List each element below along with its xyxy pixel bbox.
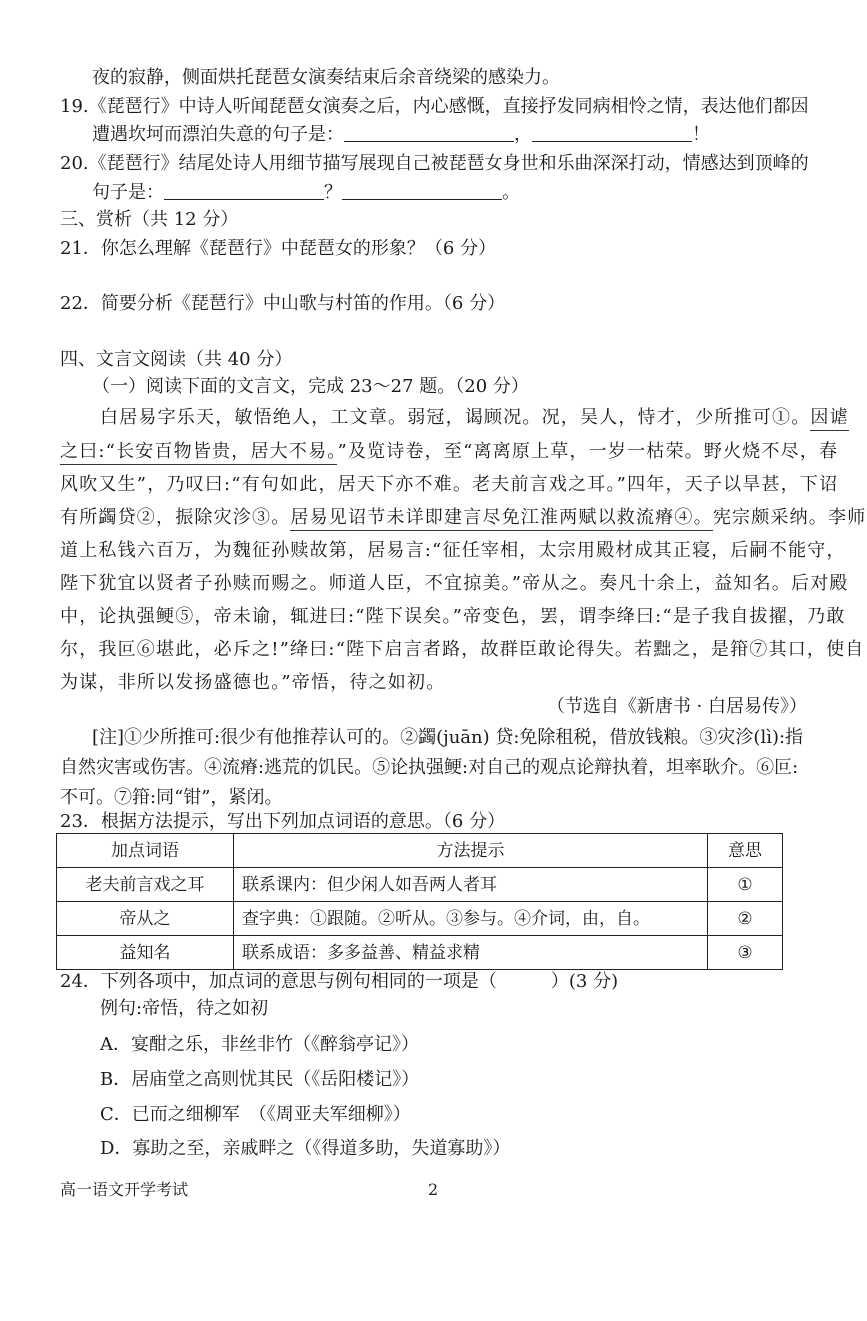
footer-page-number: 2: [428, 1180, 439, 1199]
question-19-line1: 19.《琵琶行》中诗人听闻琵琶女演奏之后，内心感慨，直接抒发同病相怜之情，表达他们都因: [60, 96, 809, 117]
underlined-sentence-1: 因谑: [810, 407, 848, 431]
passage-line-1: [100, 406, 849, 430]
passage-source: （节选自《新唐书 · 白居易传》）: [546, 696, 807, 717]
passage-text: ”及览诗卷，至“离离原上草，一岁一枯荣。野火烧不尽，春: [337, 441, 839, 462]
question-22: 22．简要分析《琵琶行》中山歌与村笛的作用。（6 分）: [60, 293, 506, 314]
q24-option-c[interactable]: C．已而之细柳军 （《周亚夫军细柳》）: [100, 1104, 411, 1125]
underlined-sentence-1-cont: 之曰:“长安百物皆贵，居大不易。: [60, 441, 337, 465]
q19-answer-blank-2[interactable]: [532, 123, 692, 142]
q24-option-d[interactable]: D．寡助之至，亲戚畔之（《得道多助，失道寡助》）: [100, 1138, 511, 1159]
table-header: 方法提示: [234, 834, 708, 868]
q24-option-a[interactable]: A．宴酣之乐，非丝非竹（《醉翁亭记》）: [100, 1034, 419, 1055]
table-row: [57, 936, 783, 970]
table-cell-answer[interactable]: ①: [708, 868, 783, 902]
passage-line-4: [60, 506, 867, 530]
q20-answer-blank-1[interactable]: [164, 181, 324, 200]
q20-answer-blank-2[interactable]: [342, 181, 502, 200]
passage-line-3: 风吹又生”，乃叹曰:“有句如此，居天下亦不难。老夫前言戏之耳。”四年，天子以旱甚，下诏: [60, 474, 839, 495]
q19-end: ！: [692, 124, 710, 145]
q20-question-mark: ？: [324, 182, 342, 203]
vocab-table: [56, 833, 783, 970]
question-21: 21．你怎么理解《琵琶行》中琵琶女的形象？（6 分）: [60, 238, 497, 259]
notes-line-3: 不可。⑦箝:同“钳”，紧闭。: [60, 787, 283, 808]
q24-option-b[interactable]: B．居庙堂之高则忧其民（《岳阳楼记》）: [100, 1069, 420, 1090]
question-23: 23．根据方法提示，写出下列加点词语的意思。（6 分）: [60, 811, 506, 832]
subsection-1-heading: （一）阅读下面的文言文，完成 23～27 题。（20 分）: [92, 376, 529, 397]
question-20-line2: [92, 181, 819, 205]
q20-end: 。: [502, 182, 520, 203]
question-19-line2: [92, 123, 819, 147]
q24-example: 例句:帝悟，待之如初: [100, 998, 269, 1019]
passage-line-6: 陛下犹宜以贤者子孙赎而赐之。师道人臣，不宜掠美。”帝从之。奏凡十余上，益知名。后对殿: [60, 573, 849, 594]
table-cell-answer[interactable]: ③: [708, 936, 783, 970]
table-cell-hint: 联系成语：多多益善、精益求精: [234, 936, 708, 970]
section-4-heading: 四、文言文阅读（共 40 分）: [60, 349, 293, 370]
table-cell-word: 帝从之: [57, 902, 234, 936]
footer-exam-title: 高一语文开学考试: [60, 1180, 189, 1199]
passage-line-2: [60, 440, 839, 464]
notes-line-1: [注]①少所推可:很少有他推荐认可的。②蠲(juān) 贷:免除租税，借放钱粮。③灾沴(lì):指: [92, 727, 804, 748]
q19-comma: ，: [514, 124, 532, 145]
table-cell-word: 老夫前言戏之耳: [57, 868, 234, 902]
table-row: [57, 868, 783, 902]
notes-line-2: 自然灾害或伤害。④流瘠:逃荒的饥民。⑤论执强鲠:对自己的观点论辩执着，坦率耿介。⑥叵:: [60, 757, 799, 778]
underlined-sentence-2: 居易见诏节未详即建言尽免江淮两赋以救流瘠④。: [290, 507, 712, 531]
passage-text: 白居易字乐天，敏悟绝人，工文章。弱冠，谒顾况。况，吴人，恃才，少所推可①。: [100, 407, 811, 428]
question-20-line1: 20.《琵琶行》结尾处诗人用细节描写展现自己被琵琶女身世和乐曲深深打动，情感达到顶峰的: [60, 153, 809, 174]
q19-answer-blank-1[interactable]: [344, 123, 514, 142]
passage-text: 宪宗颇采纳。李师: [712, 507, 867, 528]
passage-line-5: 道上私钱六百万，为魏征孙赎故第，居易言:“征任宰相，太宗用殿材成其正寝，后嗣不能守，: [60, 540, 846, 561]
table-cell-hint: 联系课内：但少闲人如吾两人者耳: [234, 868, 708, 902]
q18-continuation: 夜的寂静，侧面烘托琵琶女演奏结束后余音绕梁的感染力。: [92, 67, 560, 88]
q19-prompt: 遭遇坎坷而漂泊失意的句子是：: [92, 124, 344, 145]
table-cell-word: 益知名: [57, 936, 234, 970]
q20-prompt: 句子是：: [92, 182, 164, 203]
question-24: 24．下列各项中，加点词的意思与例句相同的一项是（ ）(3 分): [60, 971, 619, 992]
passage-text: 有所蠲贷②，振除灾沴③。: [60, 507, 291, 528]
table-cell-hint: 查字典：①跟随。②听从。③参与。④介词，由，自。: [234, 902, 708, 936]
passage-line-7: 中，论执强鲠⑤，帝未谕，辄进曰:“陛下误矣。”帝变色，罢，谓李绛曰:“是子我自拔擢，乃敢: [60, 606, 846, 627]
table-header: 意思: [708, 834, 783, 868]
passage-line-8: 尔，我叵⑥堪此，必斥之!”绛曰:“陛下启言者路，故群臣敢论得失。若黜之，是箝⑦其口，使自: [60, 639, 865, 660]
table-header-row: [57, 834, 783, 868]
table-header: 加点词语: [57, 834, 234, 868]
table-row: [57, 902, 783, 936]
section-3-heading: 三、赏析（共 12 分）: [60, 209, 239, 230]
passage-line-9: 为谋，非所以发扬盛德也。”帝悟，待之如初。: [60, 672, 446, 693]
table-cell-answer[interactable]: ②: [708, 902, 783, 936]
